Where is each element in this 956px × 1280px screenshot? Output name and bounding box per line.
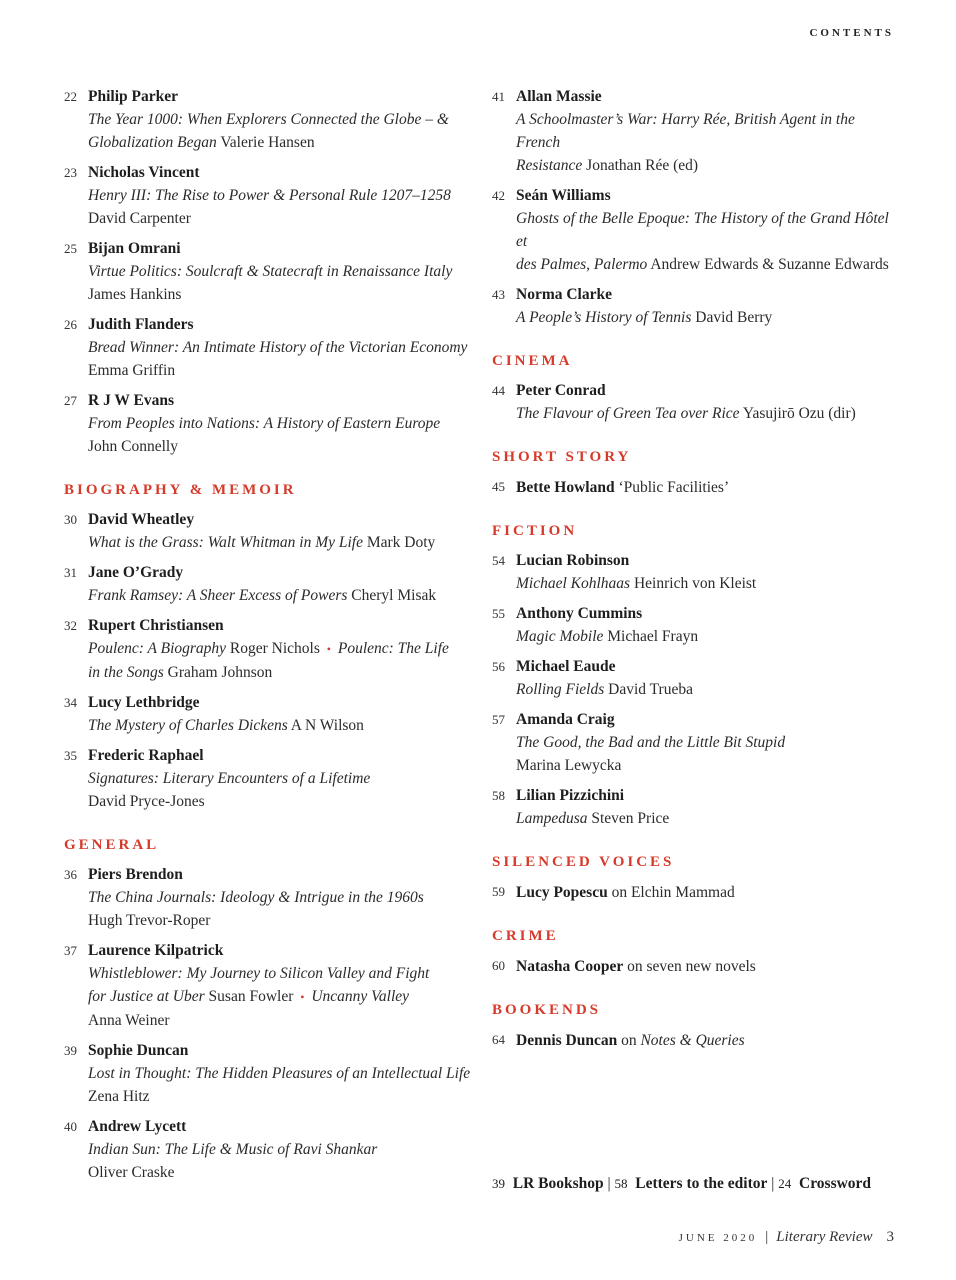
- magazine-name: Literary Review: [776, 1229, 873, 1245]
- book-title: Lampedusa: [516, 810, 588, 827]
- reviewer-name: Dennis Duncan: [516, 1032, 618, 1049]
- book-title: Henry III: The Rise to Power & Personal Rule 1207–1258: [88, 187, 451, 204]
- page-ref: 40: [64, 1119, 77, 1134]
- entry-line: [516, 154, 902, 177]
- reviewer-name: Nicholas Vincent: [88, 164, 200, 181]
- reviewer-name: Natasha Cooper: [516, 958, 624, 975]
- book-title: The Good, the Bad and the Little Bit Stupid: [516, 734, 786, 751]
- entry-line: [88, 661, 474, 684]
- review-entry: [492, 284, 902, 329]
- page-ref: 45: [492, 479, 505, 494]
- reviewer-name: Michael Eaude: [516, 658, 616, 675]
- review-entry: [64, 692, 474, 737]
- footer-link-page: 24: [778, 1176, 792, 1191]
- entry-line: [88, 886, 474, 909]
- review-entry: [64, 1116, 474, 1184]
- footer-link-page: 58: [614, 1176, 628, 1191]
- footer-link-item: 39 LR Bookshop |: [492, 1175, 615, 1192]
- page-ref: 54: [492, 553, 505, 568]
- reviewer-name: Peter Conrad: [516, 382, 606, 399]
- page-ref: 37: [64, 943, 77, 958]
- footer-link-page: 39: [492, 1176, 505, 1191]
- entry-line: [88, 1009, 474, 1032]
- review-entry: [64, 615, 474, 684]
- entry-line: [516, 108, 902, 154]
- footer-links: [492, 1175, 871, 1193]
- book-author: ‘Public Facilities’: [614, 479, 730, 496]
- page-ref: 35: [64, 748, 77, 763]
- book-title: Frank Ramsey: A Sheer Excess of Powers: [88, 587, 348, 604]
- entry-line: [88, 108, 474, 131]
- section-heading: BOOKENDS: [492, 1002, 602, 1018]
- book-title: A Schoolmaster’s War: Harry Rée, British Agent in the French: [516, 111, 855, 151]
- book-author: David Carpenter: [88, 210, 191, 227]
- entry-line: [516, 625, 902, 648]
- page-footer: [679, 1229, 894, 1246]
- contents-header: CONTENTS: [809, 27, 894, 39]
- page-ref: 41: [492, 89, 505, 104]
- reviewer-name: Bijan Omrani: [88, 240, 181, 257]
- entry-line: [88, 207, 474, 230]
- review-entry: [492, 1029, 902, 1052]
- book-title: Lost in Thought: The Hidden Pleasures of an Intellectual Life: [88, 1065, 471, 1082]
- reviewer-name: Lilian Pizzichini: [516, 787, 625, 804]
- review-entry: [492, 476, 902, 499]
- book-author: Jonathan Rée (ed): [582, 157, 699, 174]
- entry-line: [88, 714, 474, 737]
- section-heading: GENERAL: [64, 837, 160, 853]
- right-column: [492, 86, 902, 1060]
- page-ref: 64: [492, 1032, 505, 1047]
- review-entry: [492, 785, 902, 830]
- review-entry: [492, 881, 902, 904]
- footer-link-item: [778, 1175, 871, 1192]
- entry-line: [516, 731, 902, 754]
- book-author: Steven Price: [587, 810, 670, 827]
- page-number: 3: [886, 1229, 894, 1245]
- book-title: des Palmes, Palermo: [516, 256, 648, 273]
- reviewer-name: Judith Flanders: [88, 316, 194, 333]
- bullet-separator: •: [326, 642, 331, 656]
- book-author: Oliver Craske: [88, 1164, 175, 1181]
- book-author: Zena Hitz: [88, 1088, 150, 1105]
- entry-line: [516, 807, 902, 830]
- book-author: John Connelly: [88, 438, 178, 455]
- reviewer-name: Norma Clarke: [516, 286, 612, 303]
- book-title: Ghosts of the Belle Epoque: The History of the Grand Hôtel et: [516, 210, 889, 250]
- review-entry: [64, 864, 474, 932]
- page-ref: 34: [64, 695, 77, 710]
- entry-line: [88, 359, 474, 382]
- book-title: Whistleblower: My Journey to Silicon Valley and Fight: [88, 965, 430, 982]
- page-ref: 22: [64, 89, 77, 104]
- reviewer-name: Piers Brendon: [88, 866, 183, 883]
- entry-line: [88, 1062, 474, 1085]
- page-ref: 58: [492, 788, 505, 803]
- page-ref: 42: [492, 188, 505, 203]
- entry-line: [88, 1138, 474, 1161]
- entry-line: [88, 985, 474, 1009]
- entry-line: [88, 412, 474, 435]
- reviewer-name: Frederic Raphael: [88, 747, 204, 764]
- review-entry: [492, 955, 902, 978]
- book-title: Uncanny Valley: [307, 988, 410, 1005]
- entry-rest: [617, 1032, 744, 1049]
- reviewer-name: Philip Parker: [88, 88, 178, 105]
- book-author: A N Wilson: [287, 717, 364, 734]
- book-title: A People’s History of Tennis: [516, 309, 692, 326]
- footer-separator: |: [765, 1229, 769, 1245]
- book-title: The Year 1000: When Explorers Connected the Globe – &: [88, 111, 449, 128]
- reviewer-name: Amanda Craig: [516, 711, 615, 728]
- entry-rest: [623, 958, 756, 975]
- reviewer-name: Andrew Lycett: [88, 1118, 187, 1135]
- entry-line: [88, 962, 474, 985]
- reviewer-name: Sophie Duncan: [88, 1042, 189, 1059]
- reviewer-name: Rupert Christiansen: [88, 617, 224, 634]
- book-author: Marina Lewycka: [516, 757, 622, 774]
- page-ref: 30: [64, 512, 77, 527]
- review-entry: [64, 509, 474, 554]
- entry-line: [516, 253, 902, 276]
- entry-line: [88, 184, 474, 207]
- entry-line: [88, 790, 474, 813]
- book-author: David Berry: [691, 309, 773, 326]
- entry-line: [88, 909, 474, 932]
- book-author: Mark Doty: [362, 534, 436, 551]
- entry-line: [516, 678, 902, 701]
- issue-date: JUNE 2020: [678, 1232, 758, 1244]
- book-title: Signatures: Literary Encounters of a Lifetime: [88, 770, 371, 787]
- book-author: David Trueba: [604, 681, 693, 698]
- review-entry: [64, 390, 474, 458]
- review-entry: [64, 238, 474, 306]
- book-title: From Peoples into Nations: A History of Eastern Europe: [88, 415, 441, 432]
- entry-line: [516, 402, 902, 425]
- entry-line: [88, 637, 474, 661]
- page-ref: 60: [492, 958, 505, 973]
- book-title: The China Journals: Ideology & Intrigue in the 1960s: [88, 889, 424, 906]
- reviewer-name: Lucian Robinson: [516, 552, 630, 569]
- reviewer-name: Lucy Lethbridge: [88, 694, 200, 711]
- review-entry: [64, 162, 474, 230]
- review-entry: [64, 1040, 474, 1108]
- book-author: Michael Frayn: [603, 628, 699, 645]
- entry-line: [516, 476, 902, 499]
- page-ref: 43: [492, 287, 505, 302]
- review-entry: [492, 185, 902, 276]
- entry-line: [88, 1085, 474, 1108]
- page-ref: 56: [492, 659, 505, 674]
- reviewer-name: Allan Massie: [516, 88, 602, 105]
- book-title: Indian Sun: The Life & Music of Ravi Shankar: [88, 1141, 378, 1158]
- book-title: Virtue Politics: Soulcraft & Statecraft in Renaissance Italy: [88, 263, 453, 280]
- book-author: Emma Griffin: [88, 362, 176, 379]
- entry-line: [516, 754, 902, 777]
- book-author: Yasujirō Ozu (dir): [739, 405, 856, 422]
- book-author: on seven new novels: [623, 958, 756, 975]
- book-title: What is the Grass: Walt Whitman in My Life: [88, 534, 363, 551]
- review-entry: [492, 709, 902, 777]
- review-entry: [64, 745, 474, 813]
- entry-line: [88, 435, 474, 458]
- book-author: Heinrich von Kleist: [630, 575, 757, 592]
- left-column: [64, 86, 474, 1192]
- entry-line: [516, 1029, 902, 1052]
- review-entry: [64, 314, 474, 382]
- page-ref: 26: [64, 317, 77, 332]
- book-title: Resistance: [516, 157, 583, 174]
- page-ref: 27: [64, 393, 77, 408]
- review-entry: [64, 86, 474, 154]
- book-title: Notes & Queries: [640, 1032, 745, 1049]
- book-author: Anna Weiner: [88, 1012, 170, 1029]
- footer-link-item: 58 Letters to the editor |: [614, 1175, 779, 1192]
- entry-line: [88, 131, 474, 154]
- reviewer-name: David Wheatley: [88, 511, 195, 528]
- book-author: Susan Fowler: [204, 988, 298, 1005]
- footer-link-label[interactable]: LR Bookshop: [512, 1175, 604, 1192]
- entry-line: [516, 306, 902, 329]
- entry-line: [88, 283, 474, 306]
- book-author: Hugh Trevor-Roper: [88, 912, 211, 929]
- footer-link-label[interactable]: Crossword: [799, 1175, 872, 1192]
- entry-line: [516, 207, 902, 253]
- book-title: for Justice at Uber: [88, 988, 205, 1005]
- reviewer-name: R J W Evans: [88, 392, 174, 409]
- footer-link-label[interactable]: Letters to the editor: [635, 1175, 768, 1192]
- reviewer-name: Jane O’Grady: [88, 564, 184, 581]
- entry-line: [516, 881, 902, 904]
- entry-line: [88, 767, 474, 790]
- bullet-separator: •: [300, 990, 305, 1004]
- page-ref: 36: [64, 867, 77, 882]
- book-title: Poulenc: A Biography: [88, 640, 227, 657]
- book-author: Valerie Hansen: [216, 134, 315, 151]
- book-author: Cheryl Misak: [347, 587, 437, 604]
- book-author: Roger Nichols: [226, 640, 324, 657]
- book-title: in the Songs: [88, 664, 164, 681]
- page-ref: 31: [64, 565, 77, 580]
- entry-line: [88, 531, 474, 554]
- reviewer-name: Lucy Popescu: [516, 884, 608, 901]
- book-title: Michael Kohlhaas: [516, 575, 631, 592]
- entry-line: [516, 955, 902, 978]
- section-heading: SHORT STORY: [492, 449, 632, 465]
- review-entry: [64, 562, 474, 607]
- book-title: Globalization Began: [88, 134, 217, 151]
- entry-line: [88, 260, 474, 283]
- book-title: Poulenc: The Life: [333, 640, 449, 657]
- review-entry: [64, 940, 474, 1032]
- reviewer-name: Bette Howland: [516, 479, 615, 496]
- entry-rest: [615, 479, 730, 496]
- book-author: on: [617, 1032, 641, 1049]
- book-title: Rolling Fields: [516, 681, 605, 698]
- book-author: Graham Johnson: [163, 664, 273, 681]
- entry-line: [88, 336, 474, 359]
- entry-line: [88, 1161, 474, 1184]
- page-ref: 57: [492, 712, 505, 727]
- section-heading: BIOGRAPHY & MEMOIR: [64, 482, 297, 498]
- reviewer-name: Laurence Kilpatrick: [88, 942, 224, 959]
- book-title: Magic Mobile: [516, 628, 604, 645]
- page-ref: 44: [492, 383, 505, 398]
- review-entry: [492, 550, 902, 595]
- review-entry: [492, 380, 902, 425]
- page-ref: 39: [64, 1043, 77, 1058]
- review-entry: [492, 86, 902, 177]
- reviewer-name: Anthony Cummins: [516, 605, 643, 622]
- book-title: The Mystery of Charles Dickens: [88, 717, 288, 734]
- entry-rest: [608, 884, 735, 901]
- section-heading: FICTION: [492, 523, 578, 539]
- book-author: James Hankins: [88, 286, 182, 303]
- book-author: on Elchin Mammad: [607, 884, 735, 901]
- page-ref: 25: [64, 241, 77, 256]
- review-entry: [492, 656, 902, 701]
- page-ref: 55: [492, 606, 505, 621]
- page-ref: 23: [64, 165, 77, 180]
- page-ref: 32: [64, 618, 77, 633]
- section-heading: CINEMA: [492, 353, 573, 369]
- review-entry: [492, 603, 902, 648]
- book-title: The Flavour of Green Tea over Rice: [516, 405, 740, 422]
- book-author: Andrew Edwards & Suzanne Edwards: [647, 256, 889, 273]
- book-author: David Pryce-Jones: [88, 793, 205, 810]
- section-heading: SILENCED VOICES: [492, 854, 675, 870]
- section-heading: CRIME: [492, 928, 559, 944]
- entry-line: [516, 572, 902, 595]
- page-ref: 59: [492, 884, 505, 899]
- entry-line: [88, 584, 474, 607]
- reviewer-name: Seán Williams: [516, 187, 611, 204]
- book-title: Bread Winner: An Intimate History of the Victorian Economy: [88, 339, 468, 356]
